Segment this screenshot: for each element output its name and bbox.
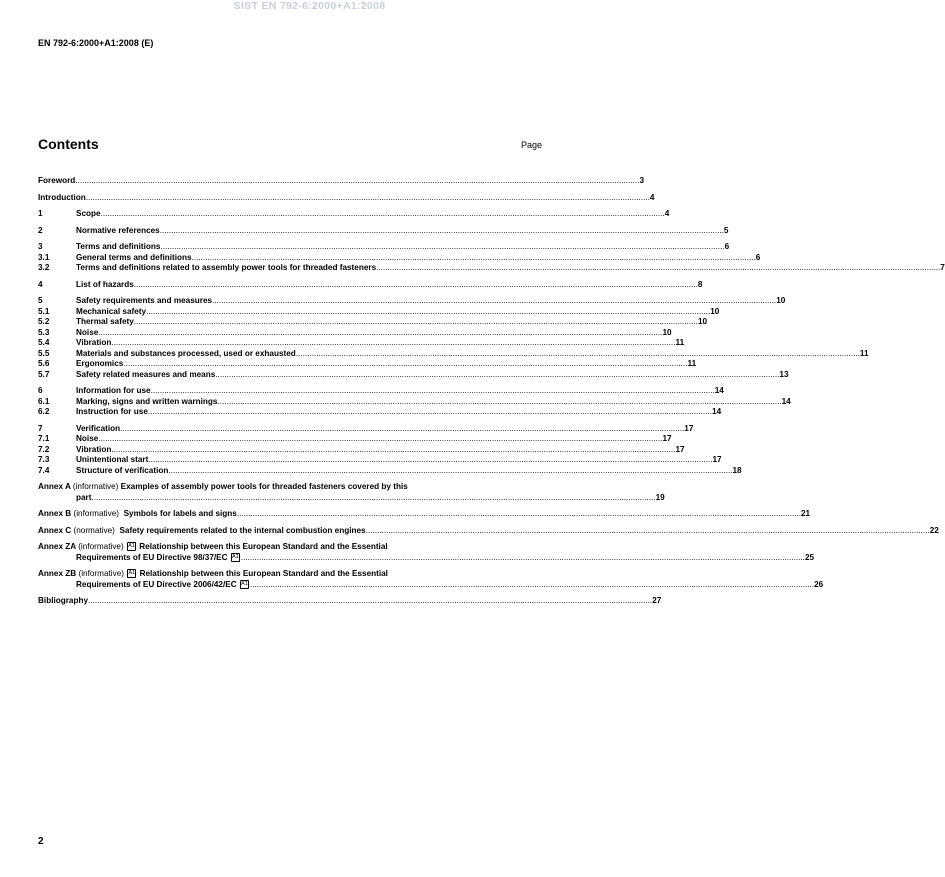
page-column-label: Page: [521, 140, 543, 150]
toc-entry-annex-za[interactable]: Annex ZA (informative) A1 Relationship between this European Standard and the Essential Requirements of EU Directive 98/37/EC A1 ..... 25: [38, 542, 545, 563]
amendment-start-icon: A1: [128, 570, 136, 577]
toc-entry-4[interactable]: 4 List of hazards ..... 8: [38, 280, 545, 291]
toc-entry-7[interactable]: 7 Verification ..... 17: [38, 424, 545, 435]
document-id: EN 792-6:2000+A1:2008 (E): [38, 38, 154, 48]
toc-entry-5-6[interactable]: 5.6 Ergonomics ..... 11: [38, 359, 545, 370]
toc-entry-7-3[interactable]: 7.3 Unintentional start ..... 17: [38, 455, 545, 466]
toc-entry-5-1[interactable]: 5.1 Mechanical safety ..... 10: [38, 307, 545, 318]
table-of-contents: [38, 176, 945, 607]
amendment-start-icon: A1: [128, 543, 135, 550]
toc-entry-annex-c[interactable]: Annex C (normative) Safety requirements related to the internal combustion engines ..... 22: [38, 526, 545, 537]
toc-entry-7-2[interactable]: 7.2 Vibration ..... 17: [38, 445, 545, 456]
toc-entry-foreword[interactable]: Foreword ..... 3: [38, 176, 545, 187]
amendment-end-icon: A1: [241, 580, 248, 587]
toc-entry-5[interactable]: 5 Safety requirements and measures ..... 10: [38, 296, 545, 307]
toc-entry-5-4[interactable]: 5.4 Vibration ..... 11: [38, 338, 545, 349]
toc-entry-1[interactable]: 1 Scope ..... 4: [38, 209, 545, 220]
toc-entry-5-7[interactable]: 5.7 Safety related measures and means ..... 13: [38, 370, 545, 381]
toc-entry-annex-zb[interactable]: Annex ZB (informative) A1 Relationship between this European Standard and the Essential Requirements of EU Directive 2006/42/EC A1 ..... 26: [38, 569, 545, 590]
toc-entry-5-5[interactable]: 5.5 Materials and substances processed, used or exhausted ..... 11: [38, 349, 545, 360]
toc-entry-7-1[interactable]: 7.1 Noise ..... 17: [38, 434, 545, 445]
toc-entry-3[interactable]: 3 Terms and definitions ..... 6: [38, 242, 545, 253]
watermark: SIST EN 792-6:2000+A1:2008: [233, 0, 386, 12]
amendment-end-icon: A1: [231, 553, 239, 560]
toc-entry-5-2[interactable]: 5.2 Thermal safety ..... 10: [38, 317, 545, 328]
page-number: 2: [38, 836, 44, 847]
toc-entry-6-2[interactable]: 6.2 Instruction for use ..... 14: [38, 407, 545, 418]
toc-entry-6[interactable]: 6 Information for use ..... 14: [38, 386, 545, 397]
toc-entry-5-3[interactable]: 5.3 Noise ..... 10: [38, 328, 545, 339]
toc-entry-annex-b[interactable]: Annex B (informative) Symbols for labels and signs ..... 21: [38, 509, 545, 520]
toc-entry-introduction[interactable]: Introduction ..... 4: [38, 193, 545, 204]
toc-entry-7-4[interactable]: 7.4 Structure of verification ..... 18: [38, 466, 545, 477]
toc-entry-annex-a[interactable]: Annex A (informative) Examples of assembly power tools for threaded fasteners covered by this part ..... 19: [38, 482, 545, 503]
toc-entry-6-1[interactable]: 6.1 Marking, signs and written warnings ..... 14: [38, 397, 545, 408]
contents-title: Contents: [38, 136, 99, 152]
toc-entry-3-2[interactable]: 3.2 Terms and definitions related to assembly power tools for threaded fasteners ..... 7: [38, 263, 545, 274]
toc-entry-bibliography[interactable]: Bibliography ..... 27: [38, 596, 545, 607]
toc-entry-2[interactable]: 2 Normative references ..... 5: [38, 226, 545, 237]
toc-entry-3-1[interactable]: 3.1 General terms and definitions ..... 6: [38, 253, 545, 264]
